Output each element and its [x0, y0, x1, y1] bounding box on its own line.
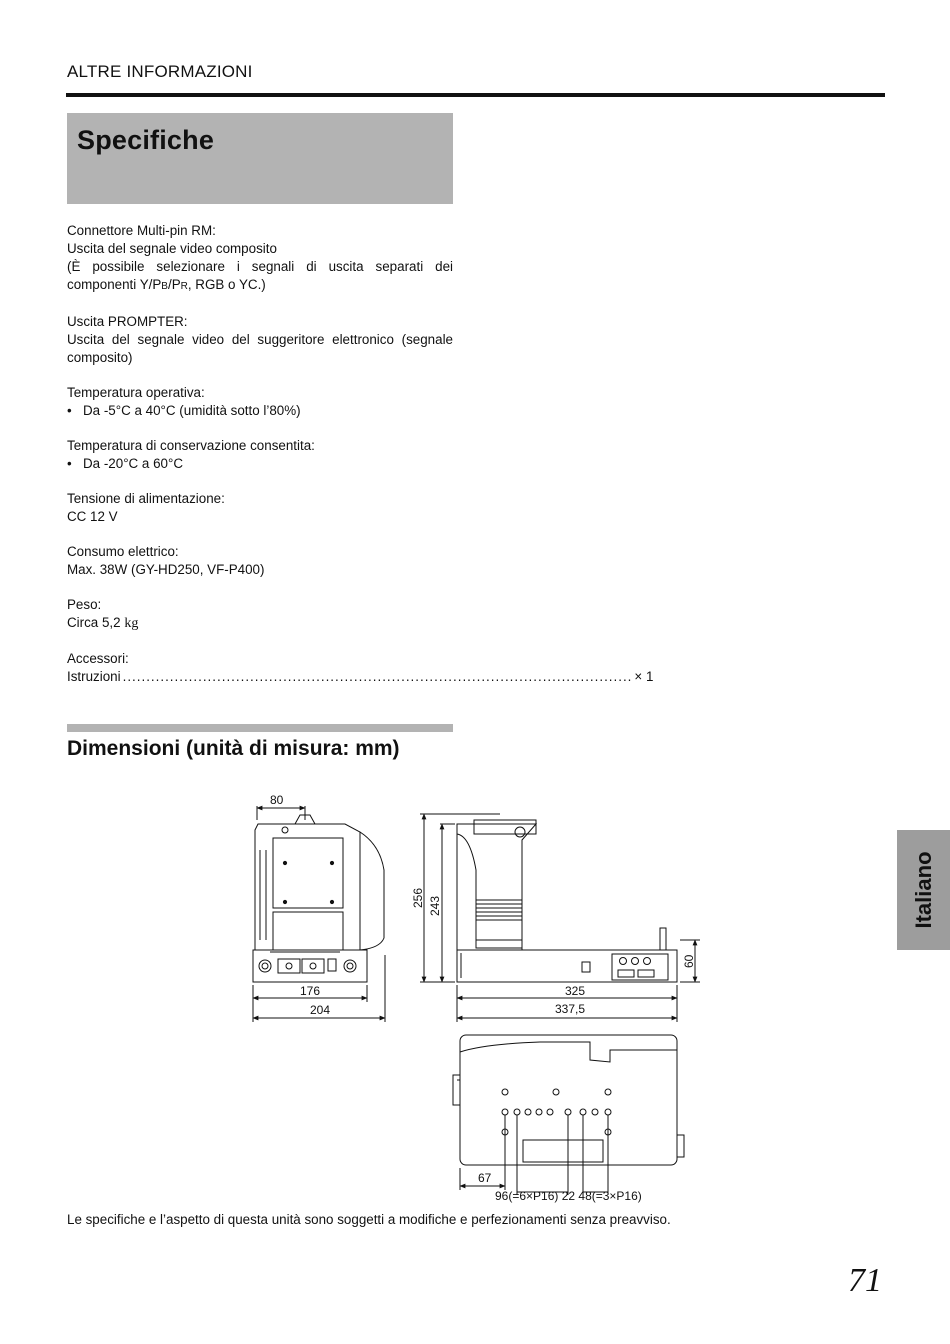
specs-list — [67, 222, 654, 703]
spec-text: Uscita del segnale video composito — [67, 241, 277, 256]
dimensions-title: Dimensioni (unità di misura: mm) — [67, 737, 400, 760]
spec-heading: Accessori: — [67, 651, 129, 666]
accessory-row: Istruzioni ............................................................................................................ × 1 — [67, 669, 654, 684]
language-label: Italiano — [910, 851, 936, 929]
spec-heading: Temperatura operativa: — [67, 385, 205, 400]
spec-power-supply — [67, 490, 453, 526]
spec-text: Uscita del segnale video del suggeritore elettronico (segnale composito) — [67, 332, 453, 365]
dim-label: 256 — [411, 887, 425, 908]
spec-bullet: • Da -20°C a 60°C — [67, 455, 453, 473]
dim-label: 60 — [682, 954, 696, 968]
spec-heading: Uscita PROMPTER: — [67, 314, 188, 329]
spec-weight — [67, 596, 453, 633]
spec-text: (È possibile selezionare i segnali di uscita separati dei componenti Y/PB/PR, RGB o YC.) — [67, 259, 453, 292]
dimensions-drawing — [240, 790, 710, 1210]
spec-heading: Connettore Multi-pin RM: — [67, 223, 216, 238]
spec-operating-temp — [67, 384, 453, 420]
dim-label: 67 — [478, 1171, 492, 1185]
dim-label: 96(=6×P16) 22 48(=3×P16) — [495, 1189, 642, 1203]
spec-heading: Consumo elettrico: — [67, 544, 179, 559]
front-view-body — [255, 824, 360, 950]
page-number: 71 — [848, 1262, 882, 1299]
spec-heading: Tensione di alimentazione: — [67, 491, 225, 506]
spec-storage-temp — [67, 437, 453, 473]
language-tab — [897, 830, 950, 950]
section-header: ALTRE INFORMAZIONI — [67, 62, 253, 81]
side-view-body — [457, 824, 536, 950]
dim-label: 337,5 — [555, 1002, 586, 1016]
spec-text: Circa 5,2 kg — [67, 615, 139, 631]
specs-title-box — [67, 113, 453, 204]
spec-heading: Temperatura di conservazione consentita: — [67, 438, 315, 453]
spec-text: CC 12 V — [67, 509, 118, 524]
footnote: Le specifiche e l’aspetto di questa unità sono soggetti a modifiche e perfezionamenti senza preavviso. — [67, 1212, 671, 1227]
dim-label: 325 — [565, 984, 586, 998]
spec-power-consumption — [67, 543, 453, 579]
dim-label: 204 — [310, 1003, 331, 1017]
spec-text: Max. 38W (GY-HD250, VF-P400) — [67, 562, 265, 577]
spec-accessories — [67, 650, 654, 686]
dimensions-rule — [67, 724, 453, 732]
spec-multipin — [67, 222, 453, 296]
header-rule — [66, 93, 885, 97]
dim-label: 80 — [270, 793, 284, 807]
spec-prompter — [67, 313, 453, 367]
spec-bullet: • Da -5°C a 40°C (umidità sotto l’80%) — [67, 402, 453, 420]
spec-heading: Peso: — [67, 597, 102, 612]
dim-label: 243 — [428, 895, 442, 916]
dim-label: 176 — [300, 984, 321, 998]
specs-title: Specifiche — [77, 125, 215, 155]
